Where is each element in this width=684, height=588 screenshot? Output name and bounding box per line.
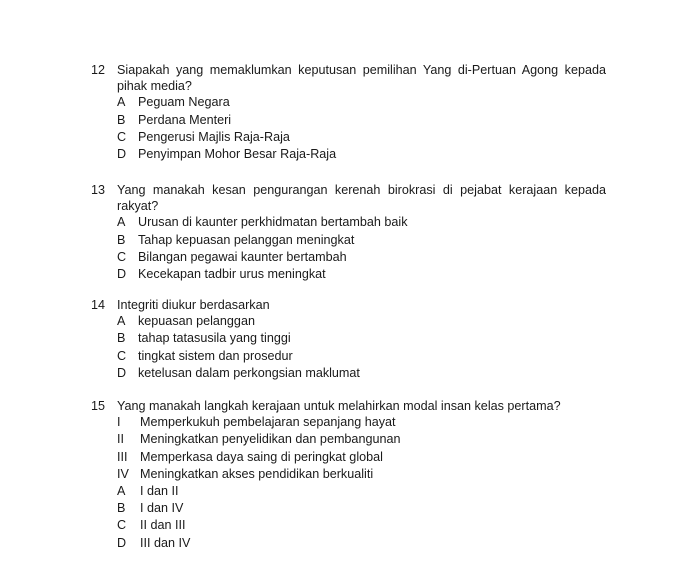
- question-stem: [91, 297, 606, 313]
- option-d[interactable]: [117, 365, 606, 382]
- option-c[interactable]: [117, 129, 606, 146]
- option-letter: C: [117, 518, 127, 533]
- option-a[interactable]: [117, 214, 606, 231]
- question-number: 13: [91, 183, 106, 197]
- option-b[interactable]: [117, 112, 606, 129]
- question-stem: [91, 182, 606, 214]
- option-text: II dan III: [140, 518, 186, 533]
- option-letter: B: [117, 232, 126, 247]
- options-list: [117, 483, 606, 552]
- option-letter: C: [117, 348, 127, 363]
- option-letter: A: [117, 483, 126, 498]
- option-letter: B: [117, 112, 126, 127]
- option-text: ketelusan dalam perkongsian maklumat: [138, 365, 360, 380]
- statement-numeral: II: [117, 432, 124, 447]
- option-letter: D: [117, 535, 127, 550]
- statements-list: [117, 414, 606, 483]
- option-a[interactable]: [117, 483, 606, 500]
- statement-iii: [117, 449, 606, 466]
- option-text: kepuasan pelanggan: [138, 314, 255, 329]
- question-number: 15: [91, 399, 106, 413]
- option-text: Kecekapan tadbir urus meningkat: [138, 266, 326, 281]
- question-text: Siapakah yang memaklumkan keputusan pemilihan Yang di-Pertuan Agong kepada pihak media?: [117, 63, 606, 94]
- option-d[interactable]: [117, 535, 606, 552]
- option-letter: A: [117, 314, 126, 329]
- question-text: Integriti diukur berdasarkan: [117, 298, 270, 312]
- option-letter: A: [117, 215, 126, 230]
- option-letter: B: [117, 331, 126, 346]
- question-text: Yang manakah kesan pengurangan kerenah birokrasi di pejabat kerajaan kepada rakyat?: [117, 183, 606, 214]
- option-letter: A: [117, 95, 126, 110]
- options-list: [117, 214, 606, 283]
- question-15: [91, 398, 606, 552]
- option-text: Tahap kepuasan pelanggan meningkat: [138, 232, 355, 247]
- option-c[interactable]: [117, 517, 606, 534]
- question-number: 14: [91, 298, 106, 312]
- question-number: 12: [91, 63, 106, 77]
- option-letter: C: [117, 129, 127, 144]
- option-d[interactable]: [117, 146, 606, 163]
- statement-ii: [117, 431, 606, 448]
- statement-text: Meningkatkan akses pendidikan berkualiti: [140, 466, 374, 481]
- option-letter: C: [117, 249, 127, 264]
- statement-numeral: IV: [117, 466, 129, 481]
- option-text: tingkat sistem dan prosedur: [138, 348, 293, 363]
- statement-text: Memperkasa daya saing di peringkat global: [140, 449, 383, 464]
- option-text: I dan IV: [140, 501, 184, 516]
- option-b[interactable]: [117, 330, 606, 347]
- statement-text: Meningkatkan penyelidikan dan pembangunan: [140, 432, 401, 447]
- option-c[interactable]: [117, 348, 606, 365]
- statement-iv: [117, 466, 606, 483]
- option-text: Urusan di kaunter perkhidmatan bertambah baik: [138, 215, 408, 230]
- option-text: Peguam Negara: [138, 95, 230, 110]
- option-text: III dan IV: [140, 535, 191, 550]
- options-list: [117, 313, 606, 382]
- option-letter: D: [117, 266, 127, 281]
- question-text: Yang manakah langkah kerajaan untuk melahirkan modal insan kelas pertama?: [117, 399, 561, 413]
- option-d[interactable]: [117, 266, 606, 283]
- question-12: [91, 62, 606, 163]
- statement-numeral: III: [117, 449, 128, 464]
- option-text: I dan II: [140, 483, 179, 498]
- question-13: [91, 182, 606, 283]
- option-text: Pengerusi Majlis Raja-Raja: [138, 129, 290, 144]
- option-letter: D: [117, 365, 127, 380]
- question-stem: [91, 62, 606, 94]
- options-list: [117, 94, 606, 163]
- option-a[interactable]: [117, 94, 606, 111]
- option-letter: B: [117, 501, 126, 516]
- option-text: tahap tatasusila yang tinggi: [138, 331, 291, 346]
- question-stem: [91, 398, 606, 414]
- option-text: Perdana Menteri: [138, 112, 232, 127]
- option-letter: D: [117, 146, 127, 161]
- option-text: Penyimpan Mohor Besar Raja-Raja: [138, 146, 337, 161]
- option-b[interactable]: [117, 500, 606, 517]
- option-a[interactable]: [117, 313, 606, 330]
- statement-numeral: I: [117, 415, 121, 430]
- option-c[interactable]: [117, 249, 606, 266]
- option-text: Bilangan pegawai kaunter bertambah: [138, 249, 347, 264]
- statement-i: [117, 414, 606, 431]
- statement-text: Memperkukuh pembelajaran sepanjang hayat: [140, 415, 396, 430]
- option-b[interactable]: [117, 232, 606, 249]
- question-14: [91, 297, 606, 382]
